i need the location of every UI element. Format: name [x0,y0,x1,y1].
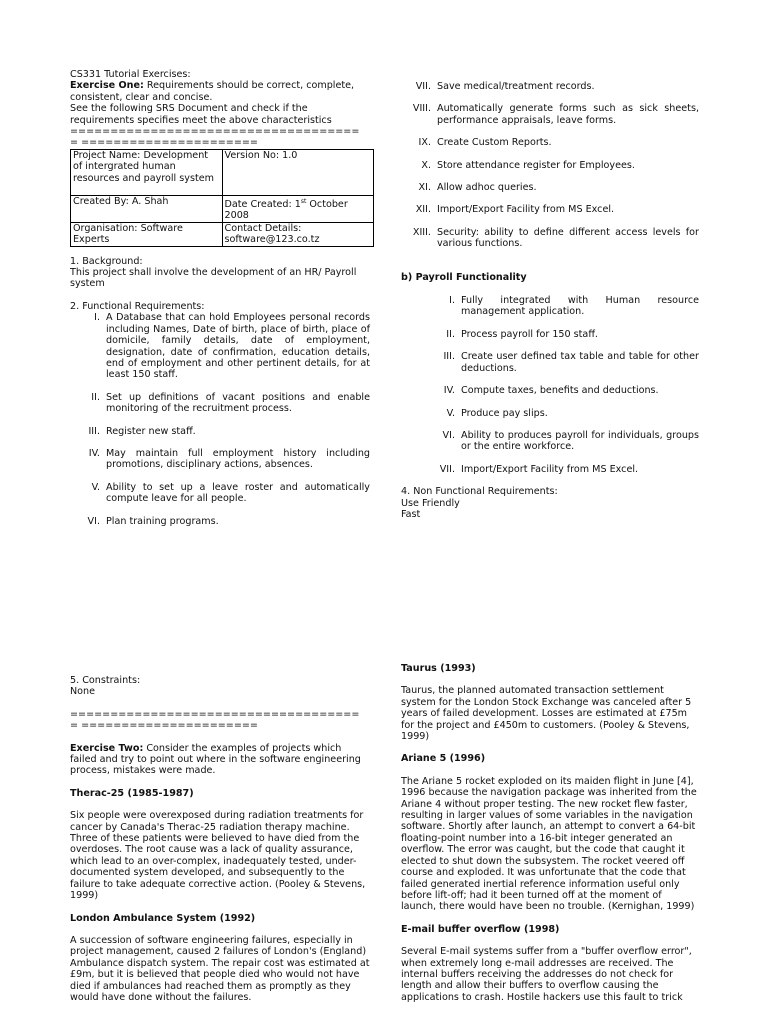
date-created-suffix: October 2008 [224,199,348,222]
list-item [401,137,699,148]
list-item [70,448,370,471]
nonfunctional-heading: 4. Non Functional Requirements: [401,486,558,498]
item-number: VI. [442,429,455,441]
item-text: May maintain full employment history including promotions, disciplinary actions, absences. [106,447,370,471]
item-number: XIII. [412,226,431,238]
taurus-text: Taurus, the planned automated transaction settlement system for the London Stock Exchange was canceled after 5 years of failed development. Losses are estimated at £75m for the project and £450m to customers. (Pooley & Stevens, 1999) [401,685,692,743]
table-row [71,222,374,246]
london-ambulance-text: A succession of software engineering failures, especially in project management, caused 2 failures of London's (England) Ambulance dispatch system. The repair cost was estimated at £9m, but it is believed that people died who would not have died if ambulances had reached them as promptly as they would have done without the failures. [70,934,370,1003]
london-ambulance-heading: London Ambulance System (1992) [70,912,256,924]
organisation-cell: Organisation: Software Experts [71,222,223,246]
divider: ===================================== ====================== [70,708,360,732]
item-number: II. [91,391,100,403]
list-item [401,204,699,215]
left-column-top [70,69,370,527]
nonfunctional-item: Use Friendly [401,497,460,509]
item-text: Ability to set up a leave roster and automatically compute leave for all people. [106,481,370,505]
item-text: Allow adhoc queries. [437,182,537,194]
item-number: III. [88,425,100,437]
exercise-two-text: Consider the examples of projects which failed and try to point out where in the software engineering process, mistakes were made. [70,742,361,777]
item-text: Ability to produces payroll for individuals, groups or the entire workforce. [461,429,699,453]
item-text: Security: ability to define different access levels for various functions. [437,226,699,250]
item-text: Create user defined tax table and table for other deductions. [461,351,699,374]
created-by-cell: Created By: A. Shah [71,195,223,222]
item-text: A Database that can hold Employees personal records including Names, Date of birth, place of birth, place of domicile, family details, date of employment, designation, date of confirmation, education details, end of employment and other pertinent details, for at least 150 staff. [106,312,370,381]
item-number: V. [446,407,455,419]
list-item [70,482,370,505]
version-cell: Version No: 1.0 [222,149,374,195]
item-text: Import/Export Facility from MS Excel. [437,204,615,216]
item-text: Plan training programs. [106,515,219,527]
background-text: This project shall involve the development of an HR/ Payroll system [70,267,357,290]
item-number: I. [449,295,455,307]
list-item [70,426,370,437]
item-text: Produce pay slips. [461,407,548,419]
item-text: Automatically generate forms such as sick sheets, performance appraisals, leave forms. [437,103,699,126]
functional-heading: 2. Functional Requirements: [70,300,205,312]
date-superscript: st [300,197,307,205]
item-number: XII. [415,204,431,216]
therac-text: Six people were overexposed during radiation treatments for cancer by Canada's Therac-25 radiation therapy machine. Three of these patients were believed to have died from the overdoses. The root cause was a lack of quality assurance, which lead to an over-complex, inadequately tested, under-documented system developed, and subsequently to the failure to take adequate corrective action. (Pooley & Stevens, 1999) [70,810,366,902]
project-name-cell: Project Name: Development of intergrated human resources and payroll system [71,149,223,195]
nonfunctional-item: Fast [401,508,421,520]
background-heading: 1. Background: [70,255,143,267]
right-column-top [401,81,699,520]
left-column-bottom [70,675,370,1003]
item-text: Save medical/treatment records. [437,81,595,92]
hr-list-continued [401,81,699,250]
item-text: Set up definitions of vacant positions and enable monitoring of the recruitment process. [106,391,370,415]
exercise-one-text: Requirements should be correct, complete, consistent, clear and concise. [70,80,355,103]
item-text: Import/Export Facility from MS Excel. [461,463,639,475]
item-number: VII. [415,81,431,92]
list-item [401,182,699,193]
item-number: III. [443,351,455,363]
item-number: X. [421,159,431,171]
list-item [401,81,699,92]
item-number: IX. [418,137,431,149]
exercise-two-label: Exercise Two: [70,742,144,754]
list-item [425,464,699,475]
ariane-text: The Ariane 5 rocket exploded on its maiden flight in June [4], 1996 because the navigation package was inherited from the Ariane 4 without proper testing. The new rocket flew faster, resulting in larger values of some variables in the navigation software. Shortly after launch, an attempt to convert a 64-bit floating-point number into a 16-bit integer generated an overflow. The error was caught, but the code that caught it elected to shut down the subsystem. The rocket veered off course and exploded. It was unfortunate that the code that failed generated inertial reference information useful only before lift-off; had it been turned off at the moment of launch, there would have been no trouble. (Kernighan, 1999) [401,775,697,913]
therac-heading: Therac-25 (1985-1987) [70,787,194,799]
functional-list [70,312,370,527]
divider: ===================================== ====================== [70,126,360,149]
item-number: I. [94,312,100,324]
list-item [425,329,699,340]
item-number: IV. [443,385,455,397]
list-item [401,103,699,126]
exercise-one-instruction: See the following SRS Document and check if the requirements specifies meet the above characteristics [70,103,332,126]
item-number: XI. [418,182,431,194]
table-row [71,195,374,222]
item-text: Store attendance register for Employees. [437,159,635,171]
date-created-text: Date Created: 1 [224,199,301,211]
payroll-heading: b) Payroll Functionality [401,271,527,283]
taurus-heading: Taurus (1993) [401,663,476,674]
item-number: VII. [439,463,455,475]
exercise-one-intro [70,80,370,103]
item-number: IV. [88,447,100,459]
payroll-list [425,295,699,475]
item-number: VIII. [412,103,431,115]
email-overflow-text: Several E-mail systems suffer from a "buffer overflow error", when extremely long e-mail addresses are received. The internal buffers receiving the addresses do not check for length and allow their buffers to overflow causing the applications to crash. Hostile hackers use this fault to trick [401,946,692,1003]
item-text: Process payroll for 150 staff. [461,328,598,340]
item-text: Fully integrated with Human resource management application. [461,295,699,318]
right-column-bottom [401,663,699,1024]
ariane-heading: Ariane 5 (1996) [401,753,486,765]
list-item [425,385,699,396]
list-item [401,160,699,171]
item-number: V. [91,481,100,493]
list-item [425,430,699,453]
email-overflow-heading: E-mail buffer overflow (1998) [401,923,560,935]
constraints-heading: 5. Constraints: [70,675,141,686]
list-item [401,227,699,250]
item-text: Compute taxes, benefits and deductions. [461,385,659,397]
list-item [425,351,699,374]
contact-cell: Contact Details: software@123.co.tz [222,222,374,246]
exercise-two-intro [70,743,370,777]
constraints-text: None [70,686,96,698]
date-created-cell [222,195,374,222]
list-item [70,392,370,415]
item-number: VI. [87,515,100,527]
document-title: CS331 Tutorial Exercises: [70,69,191,80]
table-row [71,149,374,195]
list-item [70,516,370,527]
list-item [425,295,699,318]
item-number: II. [446,328,455,340]
list-item [425,408,699,419]
item-text: Register new staff. [106,425,196,437]
exercise-one-label: Exercise One: [70,80,144,92]
list-item [70,312,370,380]
item-text: Create Custom Reports. [437,137,552,149]
srs-meta-table [70,149,374,247]
